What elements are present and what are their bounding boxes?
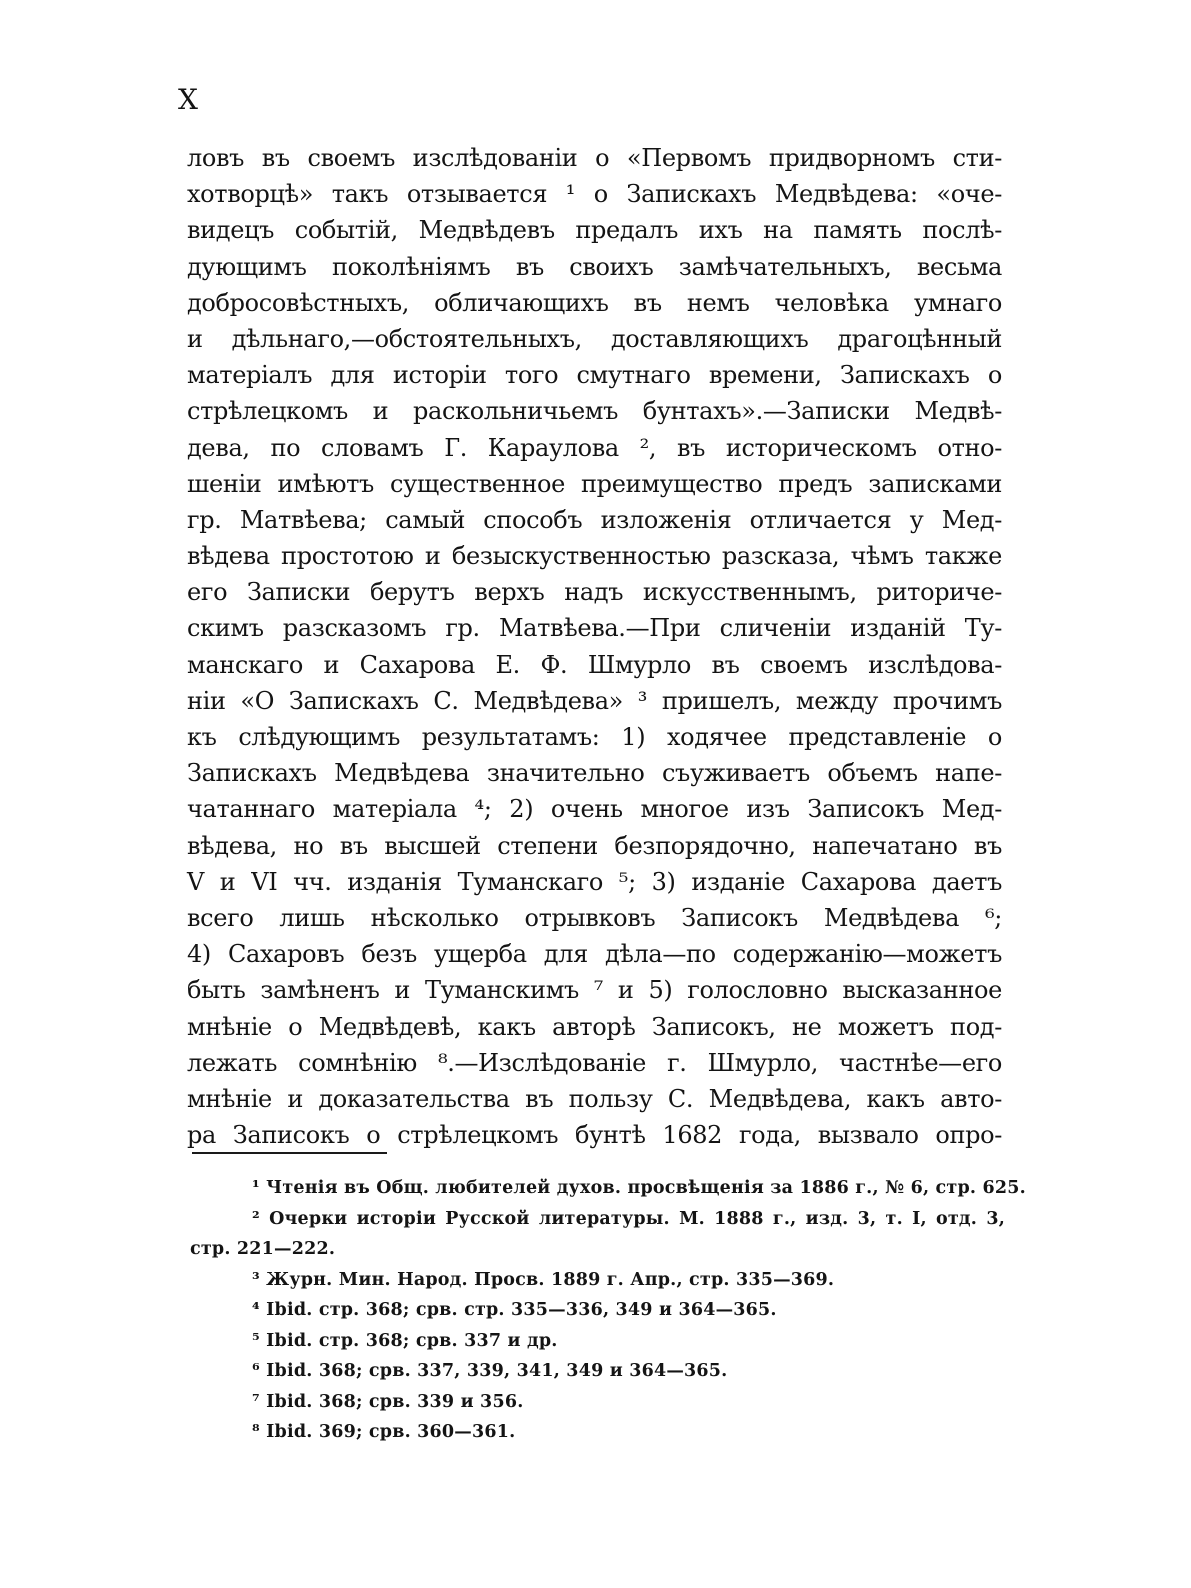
body-line: манскаго и Сахарова Е. Ф. Шмурло въ своемъ изслѣдова- xyxy=(187,650,1002,679)
body-line: быть замѣненъ и Туманскимъ ⁷ и 5) голословно высказанное xyxy=(187,976,1002,1005)
body-line: дева, по словамъ Г. Караулова ², въ историческомъ отно- xyxy=(187,433,1002,462)
body-line: скимъ разсказомъ гр. Матвѣева.—При сличеніи изданій Ту- xyxy=(187,614,1002,643)
footnote-continuation: стр. 221—222. xyxy=(190,1239,336,1259)
footnote: ² Очерки исторіи Русской литературы. М. 1888 г., изд. 3, т. I, отд. 3, xyxy=(252,1208,1005,1229)
footnote: ¹ Чтенія въ Общ. любителей духов. просвѣщенія за 1886 г., № 6, стр. 625. xyxy=(252,1178,1026,1198)
body-line: его Записки берутъ верхъ надъ искусственнымъ, риториче- xyxy=(187,578,1002,607)
body-line: ловъ въ своемъ изслѣдованіи о «Первомъ придворномъ сти- xyxy=(187,144,1002,172)
body-line: стрѣлецкомъ и раскольничьемъ бунтахъ».—Записки Медвѣ- xyxy=(187,397,1002,426)
footnote: ⁶ Ibid. 368; срв. 337, 339, 341, 349 и 364—365. xyxy=(252,1361,728,1381)
footnote: ³ Журн. Мин. Народ. Просв. 1889 г. Апр., стр. 335—369. xyxy=(252,1269,835,1290)
footnote: ⁵ Ibid. стр. 368; срв. 337 и др. xyxy=(252,1330,558,1351)
body-text xyxy=(187,140,1002,1153)
body-line: чатаннаго матеріала ⁴; 2) очень многое изъ Записокъ Мед- xyxy=(187,795,1002,824)
body-line: 4) Сахаровъ безъ ущерба для дѣла—по содержанію—можетъ xyxy=(187,940,1002,969)
body-line: дующимъ поколѣніямъ въ своихъ замѣчательныхъ, весьма xyxy=(187,252,1002,281)
footnote-divider xyxy=(192,1152,387,1154)
body-line: лежать сомнѣнію ⁸.—Изслѣдованіе г. Шмурло, частнѣе—его xyxy=(187,1048,1002,1077)
body-line: вѣдева простотою и безыскуственностью разсказа, чѣмъ также xyxy=(187,542,1002,571)
body-line: хотворцѣ» такъ отзывается ¹ о Запискахъ Медвѣдева: «оче- xyxy=(187,180,1002,209)
body-line: ніи «О Запискахъ С. Медвѣдева» ³ пришелъ, между прочимъ xyxy=(187,686,1002,715)
body-line: вѣдева, но въ высшей степени безпорядочно, напечатано въ xyxy=(187,831,1002,860)
body-line: добросовѣстныхъ, обличающихъ въ немъ человѣка умнаго xyxy=(187,288,1002,317)
body-line: матеріалъ для исторіи того смутнаго времени, Запискахъ о xyxy=(187,361,1002,390)
body-line: мнѣніе о Медвѣдевѣ, какъ авторѣ Записокъ, не можетъ под- xyxy=(187,1012,1002,1041)
body-line: и дѣльнаго,—обстоятельныхъ, доставляющихъ драгоцѣнный xyxy=(187,324,1002,353)
body-line: видецъ событій, Медвѣдевъ предалъ ихъ на память послѣ- xyxy=(187,216,1002,245)
page-number: X xyxy=(178,83,198,116)
body-line: гр. Матвѣева; самый способъ изложенія отличается у Мед- xyxy=(187,505,1002,534)
body-line: шеніи имѣютъ существенное преимущество предъ записками xyxy=(187,469,1002,498)
footnotes xyxy=(190,1173,1026,1448)
body-line: Запискахъ Медвѣдева значительно съуживаетъ объемъ напе- xyxy=(187,759,1002,788)
footnote: ⁸ Ibid. 369; срв. 360—361. xyxy=(252,1422,516,1442)
footnote: ⁴ Ibid. стр. 368; срв. стр. 335—336, 349 и 364—365. xyxy=(252,1300,777,1320)
body-line: всего лишь нѣсколько отрывковъ Записокъ Медвѣдева ⁶; xyxy=(187,903,1002,932)
body-line: мнѣніе и доказательства въ пользу С. Медвѣдева, какъ авто- xyxy=(187,1084,1002,1113)
body-line: ра Записокъ о стрѣлецкомъ бунтѣ 1682 года, вызвало опро- xyxy=(187,1121,1002,1150)
footnote: ⁷ Ibid. 368; срв. 339 и 356. xyxy=(252,1391,524,1412)
body-line: V и VI чч. изданія Туманскаго ⁵; 3) изданіе Сахарова даетъ xyxy=(187,867,1002,896)
body-line: къ слѣдующимъ результатамъ: 1) ходячее представленіе о xyxy=(187,723,1002,751)
